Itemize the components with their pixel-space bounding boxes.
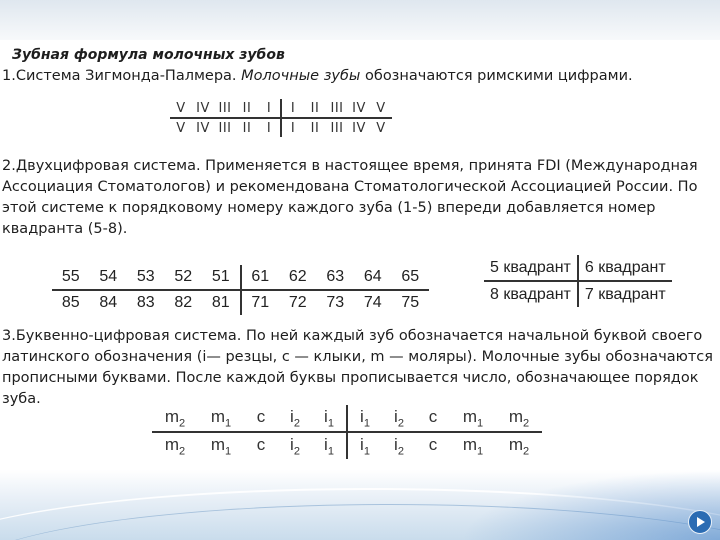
tooth-letter: m — [164, 406, 180, 426]
fdi-cell: 54 — [90, 265, 128, 290]
fdi-cell: 63 — [317, 265, 355, 290]
fdi-cell: 73 — [326, 294, 345, 311]
tooth-letter: i — [324, 434, 328, 454]
letter-cell — [244, 405, 278, 432]
tooth-index: 1 — [477, 417, 484, 430]
section-1-suffix: обозначаются римскими цифрами. — [360, 68, 633, 84]
quadrant-cell: 6 квадрант — [578, 255, 672, 281]
quadrant-upper-row — [484, 255, 672, 281]
roman-upper-row — [170, 99, 392, 118]
tooth-index: 1 — [327, 445, 334, 458]
tooth-letter: i — [324, 406, 328, 426]
letter-cell — [347, 405, 382, 432]
next-slide-arrow-icon[interactable] — [688, 510, 712, 534]
roman-cell: III — [214, 99, 236, 118]
tooth-index: 2 — [293, 417, 300, 430]
quadrant-lower-row — [484, 281, 672, 307]
fdi-cell: 84 — [99, 294, 118, 311]
letter-cell — [347, 432, 382, 459]
tooth-index: 1 — [363, 417, 370, 430]
tooth-letter: m — [508, 406, 524, 426]
tooth-index: 1 — [225, 445, 232, 458]
fdi-upper-row — [52, 265, 429, 290]
section-2-line: 2.Двухцифровая система. Применяется в настоящее время, принята FDI (Международная — [2, 158, 698, 174]
tooth-letter: i — [394, 434, 398, 454]
fdi-cell: 75 — [401, 294, 420, 311]
tooth-index: 2 — [397, 445, 404, 458]
roman-numeral-formula — [170, 99, 392, 137]
section-2-line: Ассоциация Стоматологов) и рекомендована Стоматологической Ассоциацией России. По — [2, 179, 698, 195]
section-1-italic: Молочные зубы — [241, 68, 361, 84]
slide-title: Зубная формула молочных зубов — [12, 47, 285, 63]
tooth-letter: i — [394, 406, 398, 426]
fdi-cell: 71 — [251, 294, 270, 311]
quadrant-cell: 7 квадрант — [584, 285, 666, 303]
letter-cell — [496, 432, 542, 459]
tooth-letter: m — [462, 406, 478, 426]
letter-lower-row — [152, 432, 542, 459]
roman-cell: V — [176, 120, 186, 136]
letter-upper-row — [152, 405, 542, 432]
letter-cell — [450, 405, 496, 432]
tooth-index: 2 — [397, 417, 404, 430]
roman-cell: I — [258, 99, 281, 118]
quadrant-diagram — [484, 255, 672, 307]
tooth-letter: i — [290, 406, 294, 426]
letter-number-formula — [152, 405, 542, 459]
roman-cell: III — [330, 120, 344, 136]
fdi-cell: 62 — [279, 265, 317, 290]
section-3-line: прописными буквами. После каждой буквы прописывается число, обозначающее порядок — [2, 370, 699, 386]
letter-cell — [496, 405, 542, 432]
tooth-index: 2 — [523, 445, 530, 458]
tooth-letter: i — [290, 434, 294, 454]
roman-cell: V — [170, 99, 192, 118]
letter-cell — [382, 405, 416, 432]
roman-cell: I — [281, 99, 304, 118]
roman-cell: II — [304, 99, 326, 118]
fdi-lower-row — [52, 290, 429, 315]
roman-cell: IV — [192, 99, 214, 118]
quadrant-cell: 5 квадрант — [484, 255, 578, 281]
roman-cell: IV — [348, 99, 370, 118]
letter-cell — [278, 432, 312, 459]
letter-cell — [152, 405, 198, 432]
fdi-cell: 81 — [202, 290, 241, 315]
header-band — [0, 0, 720, 40]
fdi-cell: 61 — [241, 265, 280, 290]
roman-cell: V — [376, 120, 386, 136]
fdi-cell: 51 — [202, 265, 241, 290]
section-2-line: этой системе к порядковому номеру каждого зуба (1-5) впереди добавляется номер — [2, 200, 656, 216]
tooth-letter: m — [508, 434, 524, 454]
tooth-index: 2 — [179, 417, 186, 430]
section-3-line: латинского обозначения (i— резцы, с — клыки, m — моляры). Молочные зубы обозначаются — [2, 349, 713, 365]
tooth-letter: c — [256, 434, 266, 454]
roman-cell: III — [218, 120, 232, 136]
roman-cell: II — [242, 120, 252, 136]
letter-cell — [198, 405, 244, 432]
tooth-index: 1 — [477, 445, 484, 458]
roman-cell: III — [326, 99, 348, 118]
tooth-letter: c — [428, 434, 438, 454]
roman-cell: II — [310, 120, 320, 136]
fdi-cell: 83 — [136, 294, 155, 311]
footer-glow — [460, 470, 720, 540]
section-2-text — [2, 156, 698, 240]
fdi-cell: 72 — [288, 294, 307, 311]
tooth-letter: m — [462, 434, 478, 454]
roman-cell: I — [258, 118, 281, 137]
tooth-letter: i — [360, 434, 364, 454]
footer-decoration — [0, 470, 720, 540]
letter-cell — [152, 432, 198, 459]
section-2-line: квадранта (5-8). — [2, 221, 128, 237]
letter-cell — [198, 432, 244, 459]
tooth-letter: c — [428, 406, 438, 426]
section-1-text — [2, 66, 633, 87]
roman-cell: V — [370, 99, 392, 118]
letter-cell — [312, 432, 347, 459]
roman-cell: I — [290, 120, 296, 136]
letter-cell — [382, 432, 416, 459]
letter-cell — [244, 432, 278, 459]
tooth-letter: m — [210, 434, 226, 454]
fdi-cell: 82 — [174, 294, 193, 311]
quadrant-cell: 8 квадрант — [484, 281, 578, 307]
fdi-cell: 65 — [392, 265, 430, 290]
section-3-line: 3.Буквенно-цифровая система. По ней каждый зуб обозначается начальной буквой своего — [2, 328, 703, 344]
letter-cell — [416, 405, 450, 432]
tooth-letter: m — [164, 434, 180, 454]
fdi-formula — [52, 265, 429, 315]
tooth-index: 2 — [293, 445, 300, 458]
fdi-cell: 52 — [165, 265, 203, 290]
roman-lower-row — [170, 118, 392, 137]
tooth-letter: c — [256, 406, 266, 426]
letter-cell — [416, 432, 450, 459]
letter-cell — [278, 405, 312, 432]
roman-cell: II — [236, 99, 258, 118]
tooth-index: 2 — [523, 417, 530, 430]
letter-cell — [312, 405, 347, 432]
fdi-cell: 85 — [61, 294, 80, 311]
letter-cell — [450, 432, 496, 459]
fdi-cell: 74 — [363, 294, 382, 311]
roman-cell: IV — [352, 120, 366, 136]
section-1-prefix: 1.Система Зигмонда-Палмера. — [2, 68, 242, 84]
section-3-text — [2, 326, 713, 410]
fdi-cell: 55 — [52, 265, 90, 290]
fdi-cell: 64 — [354, 265, 392, 290]
tooth-index: 1 — [327, 417, 334, 430]
tooth-index: 1 — [363, 445, 370, 458]
tooth-letter: m — [210, 406, 226, 426]
section-3-line: зуба. — [2, 391, 41, 407]
roman-cell: IV — [196, 120, 210, 136]
tooth-index: 2 — [179, 445, 186, 458]
fdi-cell: 53 — [127, 265, 165, 290]
tooth-index: 1 — [225, 417, 232, 430]
tooth-letter: i — [360, 406, 364, 426]
